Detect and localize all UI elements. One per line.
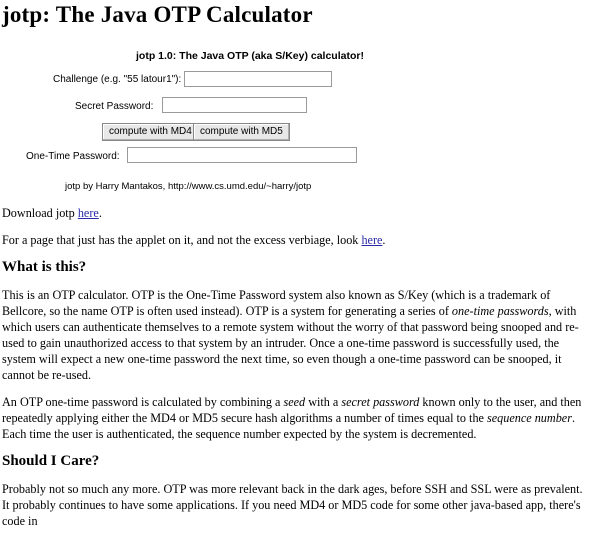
calc-text-c: known only to the user, and then repeatedly applying either the MD4 or MD5 secure hash algorithms a number of times equal to the (2, 395, 582, 425)
calc-text-d: . Each time the user is authenticated, the sequence number expected by the system is decremented. (2, 411, 575, 441)
otp-output-field[interactable] (127, 147, 357, 163)
calc-emphasis-sequence: sequence number (487, 411, 572, 425)
should-i-care-heading: Should I Care? (2, 453, 100, 469)
download-suffix: . (98, 206, 102, 220)
download-paragraph (2, 205, 592, 221)
applet-only-paragraph (2, 232, 592, 248)
secret-password-input[interactable] (162, 97, 307, 113)
download-text: Download jotp (2, 206, 78, 220)
article-content (2, 205, 592, 540)
compute-md4-button[interactable]: compute with MD4 (102, 123, 199, 141)
otp-applet (0, 40, 420, 190)
page-title: jotp: The Java OTP Calculator (2, 2, 313, 27)
applet-only-link[interactable]: here (361, 233, 383, 247)
otp-label: One-Time Password: (26, 151, 120, 162)
intro-text-a: This is an OTP calculator. OTP is the One-Time Password system also known as S/Key (which is a trademark of Bellcore, so the name OTP is often used instead). OTP is a system for generating a series of (2, 288, 551, 318)
otp-calculation-paragraph (2, 394, 592, 442)
calc-emphasis-secret: secret password (341, 395, 420, 409)
applet-only-suffix: . (382, 233, 386, 247)
should-i-care-paragraph: Probably not so much any more. OTP was more relevant back in the dark ages, before SSH and SSL were as prevalent. It probably continues to have some applications. If you need MD4 or MD5 code for some other java-based app, there's code in (2, 482, 583, 528)
calc-text-b: with a (305, 395, 342, 409)
calc-text-a: An OTP one-time password is calculated by combining a (2, 395, 284, 409)
what-is-this-heading: What is this? (2, 259, 87, 275)
intro-emphasis: one-time passwords (451, 304, 549, 318)
applet-credit: jotp by Harry Mantakos, http://www.cs.umd.edu/~harry/jotp (65, 181, 312, 192)
applet-title: jotp 1.0: The Java OTP (aka S/Key) calculator! (136, 50, 364, 62)
calc-emphasis-seed: seed (283, 395, 306, 409)
applet-only-text: For a page that just has the applet on it, and not the excess verbiage, look (2, 233, 362, 247)
intro-text-b: , with which users can authenticate themselves to a remote system without the worry of that password being snooped and re-used to gain unauthorized access to that system by an intruder. Once a one-time password is successfully used, the system will expect a new one-time password the next time, so even though a one-time password can be snooped, it cannot be re-used. (2, 304, 579, 382)
challenge-label: Challenge (e.g. "55 latour1"): (53, 74, 182, 85)
secret-password-label: Secret Password: (75, 101, 154, 112)
download-link[interactable]: here (77, 206, 99, 220)
challenge-input[interactable] (184, 71, 332, 87)
otp-intro-paragraph (2, 287, 592, 383)
compute-md5-button[interactable]: compute with MD5 (193, 123, 290, 141)
